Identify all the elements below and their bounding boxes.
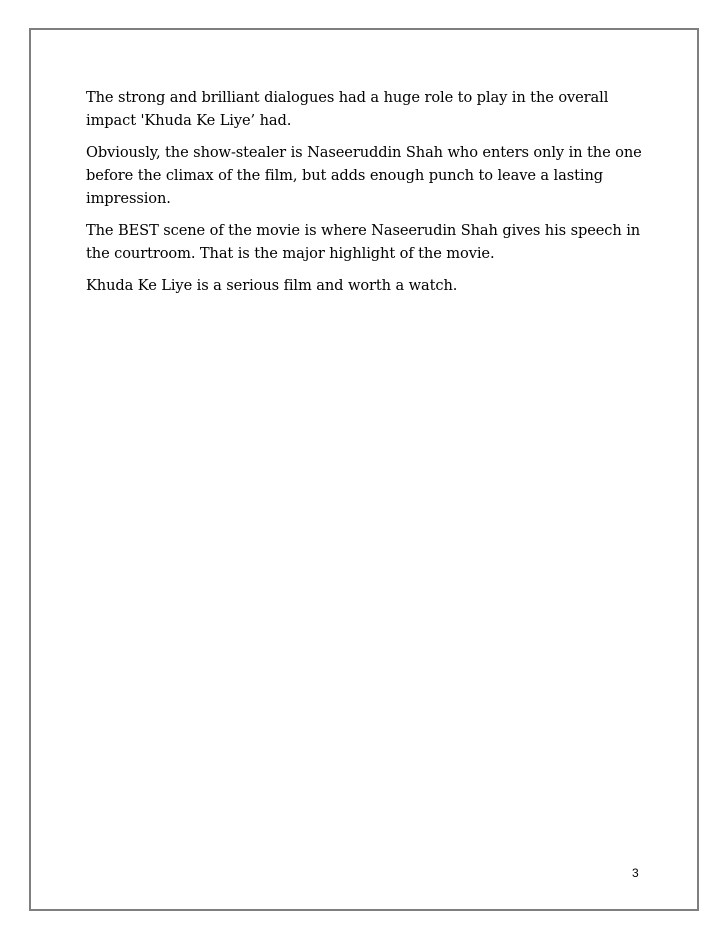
page-number: 3 <box>632 866 639 880</box>
paragraph-dialogues: The strong and brilliant dialogues had a huge role to play in the overall impact 'Khuda Ke Liye’ had. <box>86 89 609 129</box>
paragraph-conclusion: Khuda Ke Liye is a serious film and worth a watch. <box>86 277 458 294</box>
paragraph-show-stealer: Obviously, the show-stealer is Naseeruddin Shah who enters only in the one before the climax of the film, but adds enough punch to leave a lasting impression. <box>86 144 642 207</box>
document-body <box>86 86 656 306</box>
paragraph-best-scene: The BEST scene of the movie is where Naseerudin Shah gives his speech in the courtroom. That is the major highlight of the movie. <box>86 222 641 262</box>
